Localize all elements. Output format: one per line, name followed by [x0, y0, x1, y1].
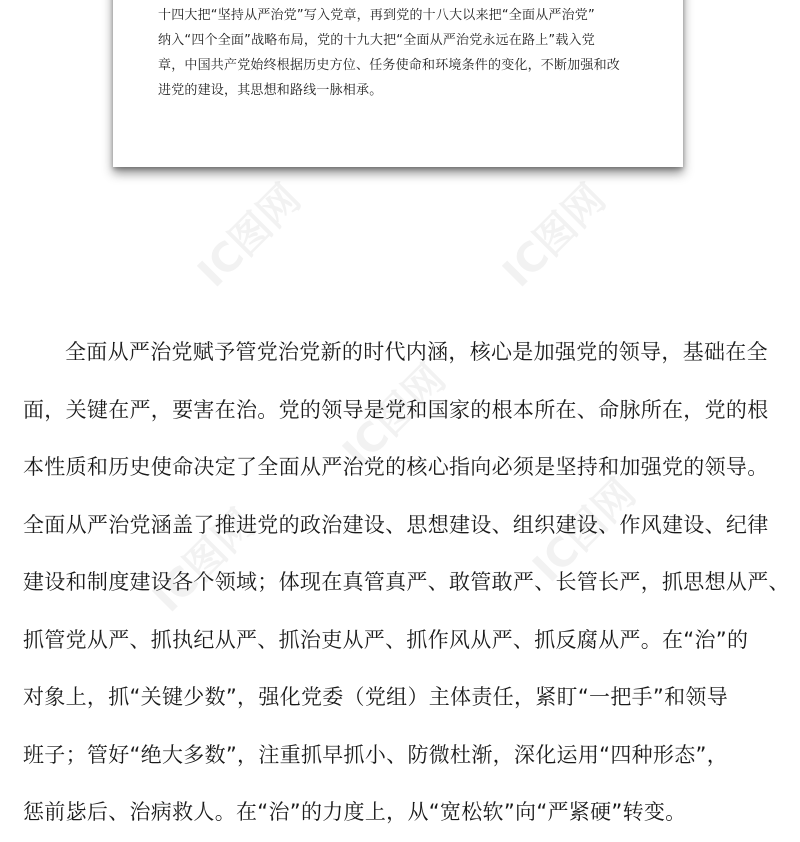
watermark: IC图网 [189, 175, 310, 297]
paragraph-line: 班子；管好“绝大多数”，注重抓早抓小、防微杜渐，深化运用“四种形态”， [23, 742, 729, 767]
article-body [23, 324, 790, 842]
paragraph-line: 面，关键在严，要害在治。党的领导是党和国家的根本所在、命脉所在，党的根 [23, 397, 769, 422]
watermark: IC图网 [334, 355, 455, 477]
watermark: IC图网 [524, 470, 645, 592]
paragraph-line: 全面从严治党涵盖了推进党的政治建设、思想建设、组织建设、作风建设、纪律 [23, 512, 769, 537]
card-text-line: 十四大把“坚持从严治党”写入党章，再到党的十八大以来把“全面从严治党” [158, 8, 595, 23]
watermark: IC图网 [144, 500, 265, 622]
card-text-line: 章，中国共产党始终根据历史方位、任务使命和环境条件的变化，不断加强和改 [158, 58, 621, 73]
paragraph-line: 本性质和历史使命决定了全面从严治党的核心指向必须是坚持和加强党的领导。 [23, 455, 769, 479]
paragraph-line: 对象上，抓“关键少数”，强化党委（党组）主体责任，紧盯“一把手”和领导 [23, 685, 729, 709]
card-text-line: 进党的建设，其思想和路线一脉相承。 [158, 83, 383, 98]
paragraph-line: 建设和制度建设各个领域；体现在真管真严、敢管敢严、长管长严，抓思想从严、 [23, 570, 790, 594]
paragraph-line: 抓管党从严、抓执纪从严、抓治吏从严、抓作风从严、抓反腐从严。在“治”的 [23, 627, 749, 652]
watermark: IC图网 [494, 175, 615, 297]
quote-card [113, 0, 683, 167]
paragraph-line: 惩前毖后、治病救人。在“治”的力度上，从“宽松软”向“严紧硬”转变。 [23, 800, 687, 824]
card-text-line: 纳入“四个全面”战略布局，党的十九大把“全面从严治党永远在路上”载入党 [158, 33, 595, 48]
paragraph-line: 全面从严治党赋予管党治党新的时代内涵，核心是加强党的领导，基础在全 [65, 340, 768, 364]
